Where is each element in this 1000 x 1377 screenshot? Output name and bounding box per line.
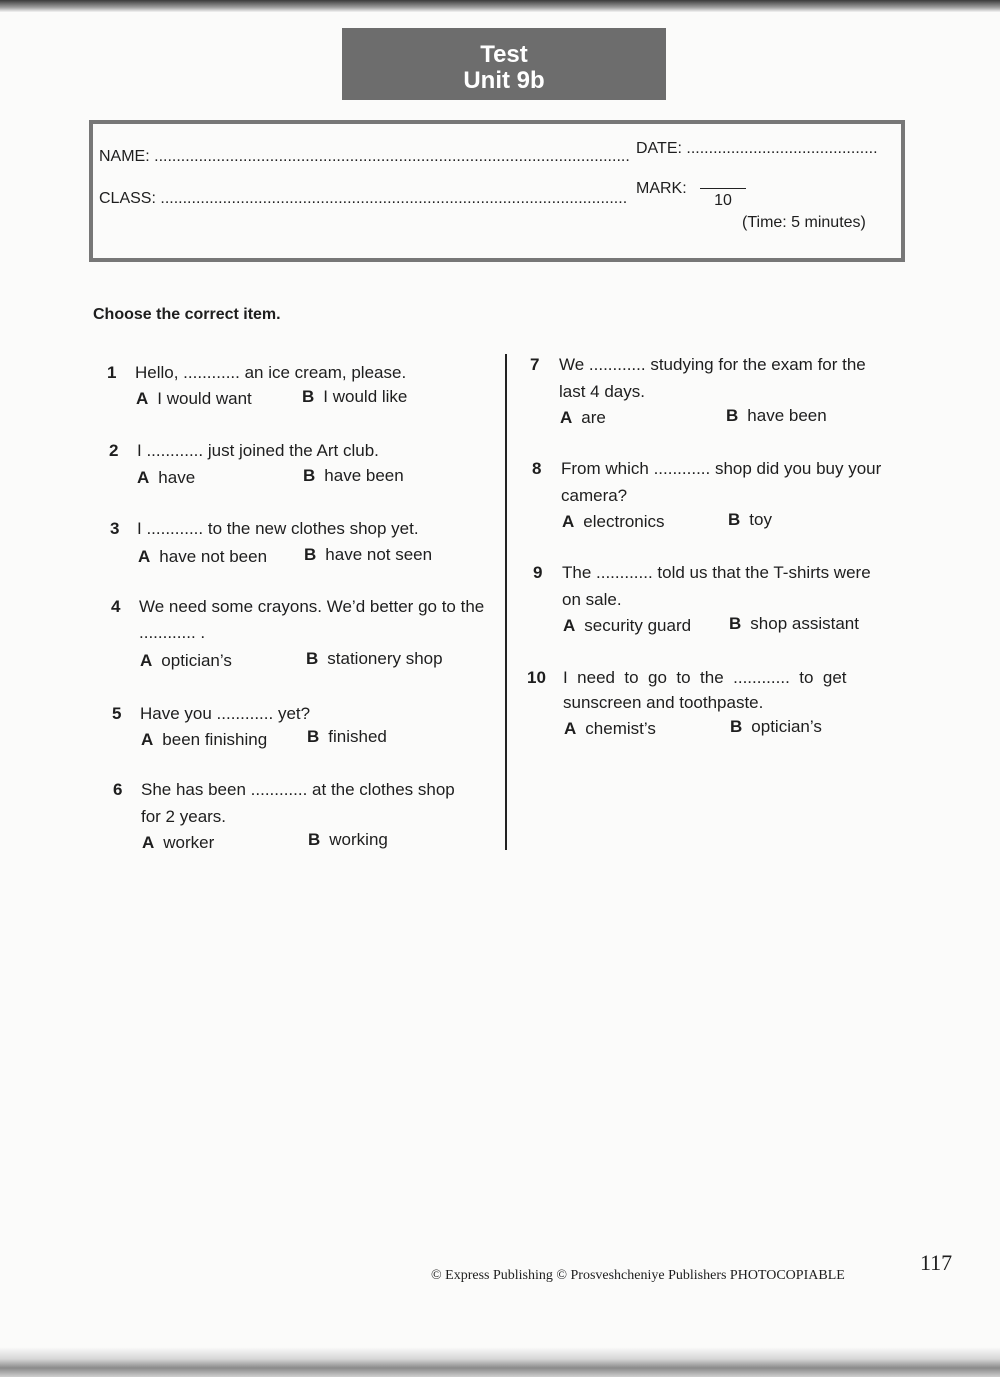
option-a-text: worker <box>163 833 215 852</box>
option-b[interactable]: B have been <box>726 406 827 425</box>
question-number: 10 <box>527 668 546 687</box>
title-block <box>342 28 666 100</box>
option-a-text: I would want <box>157 389 252 408</box>
question-number: 6 <box>113 780 123 799</box>
option-a[interactable]: A electronics <box>562 512 665 531</box>
option-b[interactable]: B optician’s <box>730 717 822 736</box>
option-b-text: toy <box>749 510 772 529</box>
option-b[interactable]: B stationery shop <box>306 649 443 668</box>
question-number: 9 <box>533 563 543 582</box>
copyright-footer: © Express Publishing © Prosveshcheniye Publishers PHOTOCOPIABLE <box>431 1268 845 1283</box>
instruction: Choose the correct item. <box>93 306 281 323</box>
question-number: 5 <box>112 704 122 723</box>
question-number: 1 <box>107 363 117 382</box>
option-a-text: optician’s <box>161 651 232 670</box>
title-test: Test <box>480 41 528 68</box>
date-field <box>636 140 878 158</box>
question-text-line2: sunscreen and toothpaste. <box>563 693 764 712</box>
question-text-line2: for 2 years. <box>141 807 227 826</box>
option-b[interactable]: B have been <box>303 466 404 485</box>
option-a-text: security guard <box>584 616 692 635</box>
option-b-text: have been <box>324 466 404 485</box>
question-text-line2: camera? <box>561 486 628 505</box>
option-b-text: have not seen <box>325 545 433 564</box>
question-text-line2: ............ . <box>139 623 206 642</box>
class-label: CLASS: <box>99 190 156 207</box>
question-text-line2: last 4 days. <box>559 382 645 401</box>
option-a[interactable]: A have not been <box>138 547 268 566</box>
question-text: I ............ just joined the Art club. <box>137 441 379 460</box>
student-info-box <box>89 120 905 262</box>
question-number: 7 <box>530 355 540 374</box>
option-a[interactable]: A security guard <box>563 616 692 635</box>
option-a[interactable]: A been finishing <box>141 730 268 749</box>
option-b[interactable]: B have not seen <box>304 545 433 564</box>
option-b-text: shop assistant <box>750 614 859 633</box>
option-b-text: optician’s <box>751 717 822 736</box>
question-text: Have you ............ yet? <box>140 704 311 723</box>
option-a[interactable]: A are <box>560 408 606 427</box>
option-a[interactable]: A worker <box>142 833 215 852</box>
option-b-text: working <box>329 830 388 849</box>
mark-denominator: 10 <box>700 188 746 210</box>
question-text: We need some crayons. We’d better go to the <box>139 597 485 616</box>
question-text: She has been ............ at the clothes shop <box>141 780 455 799</box>
column-divider <box>505 354 507 850</box>
mark-label: MARK: <box>636 180 687 197</box>
date-label: DATE: <box>636 140 682 157</box>
question-text: We ............ studying for the exam for the <box>559 355 866 374</box>
option-a-text: have <box>158 468 196 487</box>
class-field <box>99 190 627 208</box>
question-text: From which ............ shop did you buy your <box>561 459 882 478</box>
option-a[interactable]: A have <box>137 468 196 487</box>
title-unit: Unit 9b <box>463 67 545 94</box>
question-text: The ............ told us that the T-shirts were <box>562 563 871 582</box>
option-b-text: I would like <box>323 387 408 406</box>
option-a-text: have not been <box>159 547 268 566</box>
page-number: 117 <box>920 1250 953 1275</box>
option-a-text: chemist’s <box>585 719 656 738</box>
option-b[interactable]: B I would like <box>302 387 408 406</box>
option-a-text: are <box>581 408 606 427</box>
question-number: 2 <box>109 441 119 460</box>
option-a[interactable]: A I would want <box>136 389 252 408</box>
option-a[interactable]: A chemist’s <box>564 719 656 738</box>
option-b[interactable]: B toy <box>728 510 772 529</box>
option-b[interactable]: B shop assistant <box>729 614 859 633</box>
scan-top-edge <box>0 0 1000 12</box>
question-text: I ............ to the new clothes shop yet. <box>137 519 419 538</box>
option-b[interactable]: B working <box>308 830 388 849</box>
scan-bottom-edge <box>0 1347 1000 1377</box>
option-b-text: have been <box>747 406 827 425</box>
date-line: ........................................... <box>686 140 878 157</box>
option-b-text: finished <box>328 727 387 746</box>
class-line: ......................................................................................................... <box>160 190 628 207</box>
option-a-text: been finishing <box>162 730 268 749</box>
option-a[interactable]: A optician’s <box>140 651 232 670</box>
question-text: I need to go to the ............ to get <box>563 668 847 687</box>
question-number: 8 <box>532 459 542 478</box>
option-a-text: electronics <box>583 512 665 531</box>
question-number: 4 <box>111 597 121 616</box>
time-note: (Time: 5 minutes) <box>742 214 866 231</box>
option-b[interactable]: B finished <box>307 727 387 746</box>
name-line: ........................................................................................................... <box>154 148 630 165</box>
question-number: 3 <box>110 519 120 538</box>
name-field <box>99 148 630 166</box>
option-b-text: stationery shop <box>327 649 443 668</box>
name-label: NAME: <box>99 148 150 165</box>
question-text-line2: on sale. <box>562 590 622 609</box>
question-text: Hello, ............ an ice cream, please. <box>135 363 407 382</box>
